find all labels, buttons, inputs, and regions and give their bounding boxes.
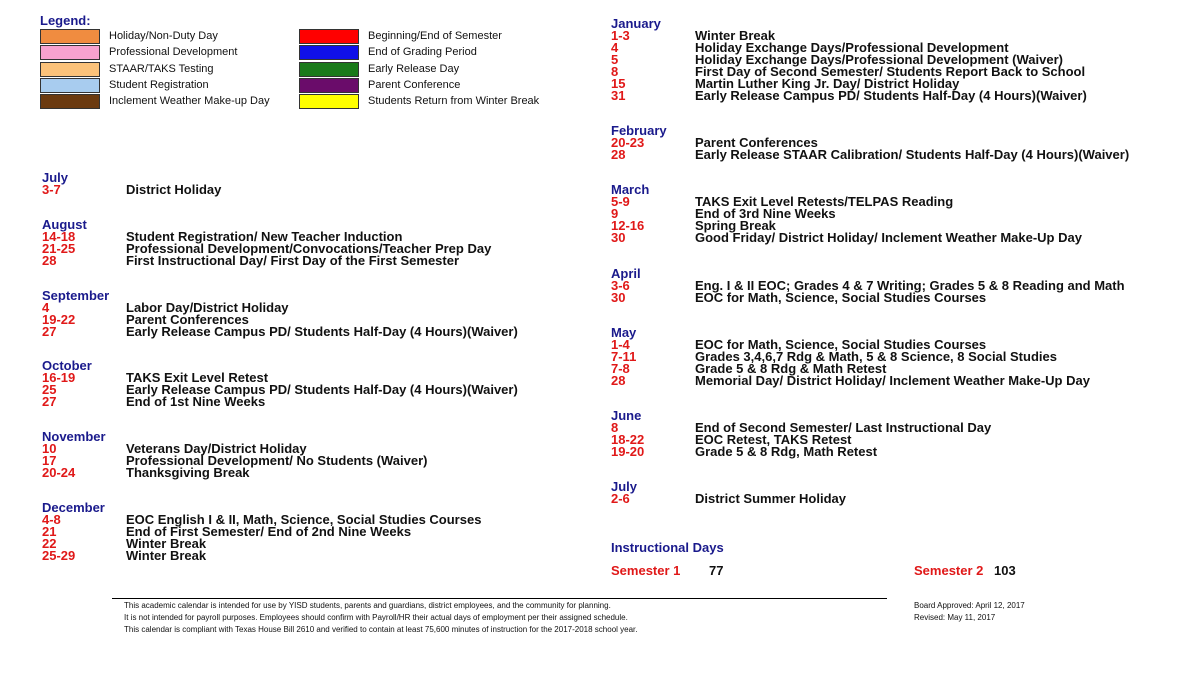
event-date: 5 (611, 52, 619, 67)
footer-line-3: This calendar is compliant with Texas House Bill 2610 and verified to contain at least 75,600 minutes of instruction for the 2017-2018 school year. (124, 625, 638, 634)
event-date: 28 (611, 147, 626, 162)
event-row (611, 444, 878, 459)
event-description: EOC for Math, Science, Social Studies Courses (695, 290, 987, 305)
month-name: May (611, 325, 637, 340)
event-description: Early Release Campus PD/ Students Half-Day (4 Hours)(Waiver) (126, 324, 518, 339)
event-date: 8 (611, 64, 619, 79)
event-row (611, 28, 776, 43)
event-date: 4 (611, 40, 619, 55)
month-block (42, 358, 518, 409)
event-date: 20-24 (42, 465, 76, 480)
event-date: 5-9 (611, 194, 630, 209)
event-description: District Holiday (126, 182, 222, 197)
event-row (611, 52, 1063, 67)
month-block (42, 217, 492, 268)
month-name: March (611, 182, 650, 197)
month-block (611, 266, 1125, 305)
event-description: Professional Development/ No Students (Waiver) (126, 453, 428, 468)
semester-1-label: Semester 1 (611, 563, 681, 578)
month-block (42, 500, 482, 563)
event-description: Grade 5 & 8 Rdg & Math Retest (695, 361, 887, 376)
event-date: 1-3 (611, 28, 630, 43)
event-row (611, 290, 987, 305)
month-block (42, 288, 518, 339)
legend-title: Legend: (40, 13, 91, 28)
event-date: 21 (42, 524, 57, 539)
event-row (42, 182, 222, 197)
legend-label: Beginning/End of Semester (368, 30, 502, 42)
event-date: 19-20 (611, 444, 645, 459)
month-name: October (42, 358, 92, 373)
event-date: 4-8 (42, 512, 61, 527)
event-description: Early Release STAAR Calibration/ Students Half-Day (4 Hours)(Waiver) (695, 147, 1130, 162)
event-date: 27 (42, 394, 57, 409)
legend-swatch (40, 29, 100, 44)
event-description: First Day of Second Semester/ Students Report Back to School (695, 64, 1086, 79)
event-row (42, 324, 518, 339)
event-description: Holiday Exchange Days/Professional Development (695, 40, 1009, 55)
event-description: Spring Break (695, 218, 776, 233)
event-description: Holiday Exchange Days/Professional Development (Waiver) (695, 52, 1063, 67)
event-description: District Summer Holiday (695, 491, 846, 506)
semester-2-value: 103 (994, 563, 1016, 578)
legend-swatch (40, 78, 100, 93)
month-block (611, 123, 1130, 162)
event-date: 7-8 (611, 361, 630, 376)
month-block (42, 170, 222, 197)
month-name: February (611, 123, 667, 138)
event-row (611, 373, 1090, 388)
event-description: Winter Break (695, 28, 776, 43)
semester-1-value: 77 (709, 563, 724, 578)
event-row (611, 491, 846, 506)
event-description: Good Friday/ District Holiday/ Inclement Weather Make-Up Day (695, 230, 1082, 245)
revised-date: Revised: May 11, 2017 (914, 613, 996, 622)
event-description: Professional Development/Convocations/Teacher Prep Day (126, 241, 492, 256)
event-description: Grades 3,4,6,7 Rdg & Math, 5 & 8 Science, 8 Social Studies (695, 349, 1057, 364)
event-date: 3-7 (42, 182, 61, 197)
month-name: December (42, 500, 105, 515)
footer-line-2: It is not intended for payroll purposes. Employees should confirm with Payroll/HR their actual days of employment per their assigned schedule. (124, 613, 628, 622)
event-row (611, 88, 1087, 103)
month-block (611, 408, 992, 459)
event-description: Early Release Campus PD/ Students Half-Day (4 Hours)(Waiver) (695, 88, 1087, 103)
event-description: Labor Day/District Holiday (126, 300, 289, 315)
event-row (42, 394, 266, 409)
month-name: November (42, 429, 106, 444)
event-date: 30 (611, 290, 626, 305)
event-date: 2-6 (611, 491, 630, 506)
event-date: 25 (42, 382, 57, 397)
month-block (611, 182, 1082, 245)
event-date: 1-4 (611, 337, 630, 352)
month-name: July (611, 479, 638, 494)
event-date: 17 (42, 453, 57, 468)
footer-divider (112, 598, 887, 599)
legend-label: End of Grading Period (368, 46, 477, 59)
month-name: January (611, 16, 661, 31)
event-row (42, 465, 250, 480)
event-description: End of 3rd Nine Weeks (695, 206, 836, 221)
event-date: 16-19 (42, 370, 76, 385)
event-description: Memorial Day/ District Holiday/ Inclement Weather Make-Up Day (695, 373, 1090, 388)
legend-label: Student Registration (109, 78, 209, 91)
event-date: 14-18 (42, 229, 76, 244)
legend-label: Early Release Day (368, 62, 460, 75)
event-description: End of Second Semester/ Last Instructional Day (695, 420, 992, 435)
event-row (611, 40, 1009, 55)
event-description: Parent Conferences (695, 135, 818, 150)
event-description: Winter Break (126, 536, 207, 551)
event-description: Parent Conferences (126, 312, 249, 327)
event-description: First Instructional Day/ First Day of the First Semester (126, 253, 460, 268)
legend-swatch (40, 45, 100, 60)
month-block (611, 325, 1090, 388)
month-name: September (42, 288, 110, 303)
event-date: 12-16 (611, 218, 645, 233)
event-date: 19-22 (42, 312, 76, 327)
month-block (42, 429, 428, 480)
event-date: 28 (42, 253, 57, 268)
legend-label: Students Return from Winter Break (368, 95, 540, 108)
month-name: June (611, 408, 642, 423)
event-date: 20-23 (611, 135, 645, 150)
event-description: Grade 5 & 8 Rdg, Math Retest (695, 444, 878, 459)
event-description: Student Registration/ New Teacher Induction (126, 229, 403, 244)
legend-swatch (299, 62, 359, 77)
event-date: 18-22 (611, 432, 645, 447)
event-date: 25-29 (42, 548, 76, 563)
legend-swatch (40, 94, 100, 109)
legend-label: Inclement Weather Make-up Day (109, 95, 270, 108)
event-row (42, 548, 207, 563)
event-date: 31 (611, 88, 626, 103)
event-date: 7-11 (611, 349, 637, 364)
event-description: Thanksgiving Break (126, 465, 250, 480)
event-date: 27 (42, 324, 57, 339)
legend-swatch (299, 29, 359, 44)
event-description: Early Release Campus PD/ Students Half-Day (4 Hours)(Waiver) (126, 382, 518, 397)
legend-swatch (299, 78, 359, 93)
event-description: Martin Luther King Jr. Day/ District Holiday (695, 76, 960, 91)
legend-swatch (40, 62, 100, 77)
event-date: 10 (42, 441, 57, 456)
event-row (611, 147, 1130, 162)
legend-label: Holiday/Non-Duty Day (109, 30, 218, 42)
event-row (611, 230, 1082, 245)
event-description: EOC Retest, TAKS Retest (695, 432, 852, 447)
event-description: TAKS Exit Level Retests/TELPAS Reading (695, 194, 954, 209)
board-approved-date: Board Approved: April 12, 2017 (914, 601, 1025, 610)
event-date: 21-25 (42, 241, 76, 256)
event-description: End of 1st Nine Weeks (126, 394, 266, 409)
event-date: 9 (611, 206, 619, 221)
event-description: Eng. I & II EOC; Grades 4 & 7 Writing; Grades 5 & 8 Reading and Math (695, 278, 1125, 293)
event-description: Veterans Day/District Holiday (126, 441, 307, 456)
event-date: 8 (611, 420, 619, 435)
event-row (42, 253, 460, 268)
legend-swatch (299, 94, 359, 109)
event-description: End of First Semester/ End of 2nd Nine Weeks (126, 524, 412, 539)
month-block (611, 16, 1087, 103)
legend-label: Professional Development (109, 46, 238, 59)
legend-label: Parent Conference (368, 78, 461, 91)
event-description: Winter Break (126, 548, 207, 563)
month-name: August (42, 217, 87, 232)
event-date: 15 (611, 76, 626, 91)
event-description: EOC for Math, Science, Social Studies Courses (695, 337, 987, 352)
event-date: 30 (611, 230, 626, 245)
semester-2-label: Semester 2 (914, 563, 984, 578)
month-block (611, 479, 846, 506)
event-date: 22 (42, 536, 57, 551)
footer-line-1: This academic calendar is intended for use by YISD students, parents and guardians, district employees, and the community for planning. (124, 601, 611, 610)
month-name: April (611, 266, 641, 281)
month-name: July (42, 170, 69, 185)
event-description: TAKS Exit Level Retest (126, 370, 269, 385)
event-description: EOC English I & II, Math, Science, Social Studies Courses (126, 512, 482, 527)
event-date: 28 (611, 373, 626, 388)
legend-swatch (299, 45, 359, 60)
instructional-days-title: Instructional Days (611, 540, 724, 555)
event-date: 4 (42, 300, 50, 315)
legend-label: STAAR/TAKS Testing (109, 62, 214, 75)
event-date: 3-6 (611, 278, 630, 293)
